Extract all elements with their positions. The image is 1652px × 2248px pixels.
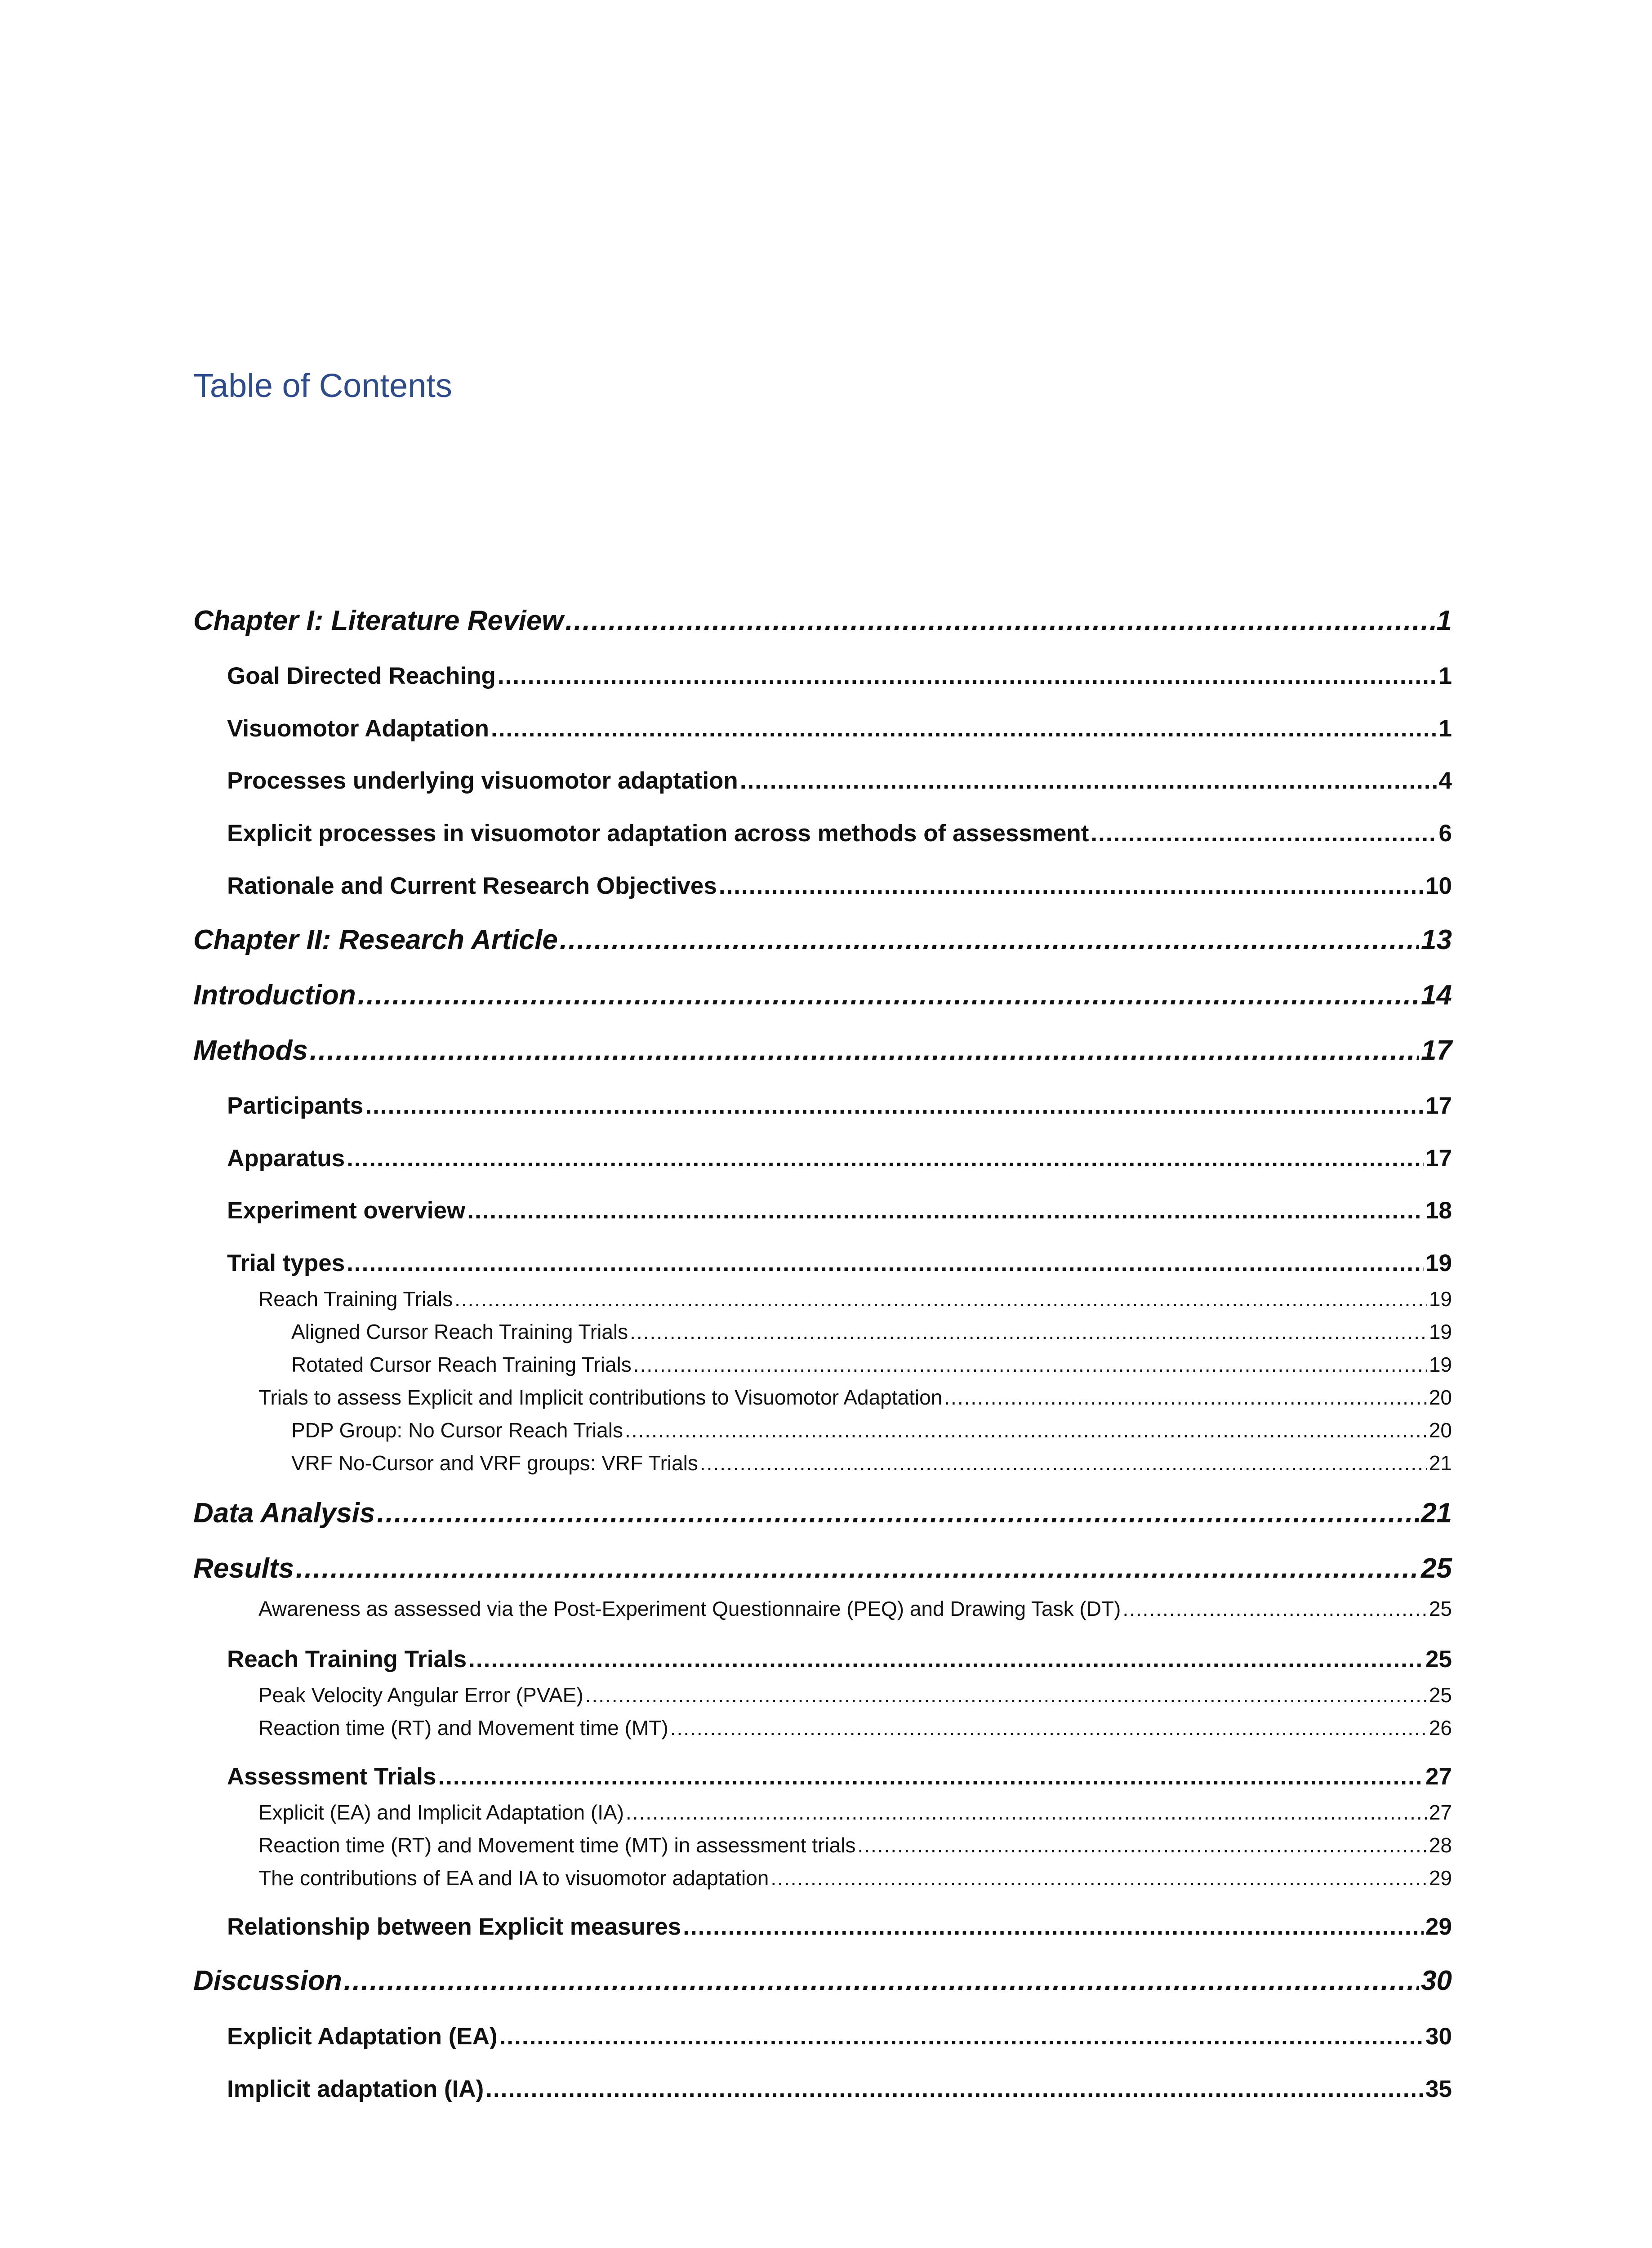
toc-entry-page: 21 <box>1429 1451 1452 1475</box>
toc-entry-label: Chapter II: Research Article <box>193 924 558 955</box>
dot-leader <box>347 1145 1424 1172</box>
toc-entry-data-analysis[interactable] <box>193 1497 1452 1529</box>
toc-entry-pdp-group[interactable] <box>291 1418 1452 1442</box>
toc-entry-introduction[interactable] <box>193 979 1452 1011</box>
toc-entry-label: VRF No-Cursor and VRF groups: VRF Trials <box>291 1451 698 1475</box>
toc-entry-label: Discussion <box>193 1965 342 1996</box>
toc-entry-page: 19 <box>1429 1320 1452 1343</box>
toc-entry-rationale[interactable] <box>227 872 1452 900</box>
toc-entry-explicit-processes[interactable] <box>227 820 1452 847</box>
toc-entry-page: 25 <box>1429 1683 1452 1707</box>
toc-entry-page: 20 <box>1429 1418 1452 1442</box>
toc-entry-rt-mt[interactable] <box>258 1716 1452 1740</box>
toc-entry-trials-to-assess[interactable] <box>258 1385 1452 1409</box>
dot-leader <box>485 2075 1424 2103</box>
dot-leader <box>438 1763 1424 1790</box>
toc-entry-label: The contributions of EA and IA to visuomotor adaptation <box>258 1866 769 1890</box>
dot-leader <box>344 1965 1419 1997</box>
dot-leader <box>585 1683 1427 1707</box>
toc-entry-chapter-1[interactable] <box>193 605 1452 637</box>
toc-entry-label: PDP Group: No Cursor Reach Trials <box>291 1418 623 1442</box>
dot-leader <box>454 1287 1427 1311</box>
dot-leader <box>719 872 1424 900</box>
toc-entry-label: Awareness as assessed via the Post-Experiment Questionnaire (PEQ) and Drawing Task (DT) <box>258 1597 1121 1620</box>
toc-entry-page: 27 <box>1429 1801 1452 1824</box>
dot-leader <box>770 1866 1427 1890</box>
dot-leader <box>683 1913 1424 1940</box>
toc-entry-visuomotor-adaptation[interactable] <box>227 715 1452 742</box>
toc-entry-label: Aligned Cursor Reach Training Trials <box>291 1320 628 1343</box>
toc-entry-page: 19 <box>1429 1287 1452 1311</box>
toc-entry-reach-training-trials-results[interactable] <box>227 1646 1452 1673</box>
toc-entry-assessment-trials[interactable] <box>227 1763 1452 1790</box>
toc-entry-page: 18 <box>1425 1197 1452 1224</box>
toc-entry-label: Explicit processes in visuomotor adaptation across methods of assessment <box>227 820 1089 847</box>
toc-entry-label: Reaction time (RT) and Movement time (MT) <box>258 1716 668 1740</box>
toc-entry-pvae[interactable] <box>258 1683 1452 1707</box>
toc-entry-page: 4 <box>1438 767 1452 794</box>
dot-leader <box>499 2023 1424 2050</box>
toc-entry-page: 20 <box>1429 1386 1452 1409</box>
toc-entry-label: Methods <box>193 1035 308 1066</box>
dot-leader <box>560 924 1419 956</box>
dot-leader <box>467 1197 1424 1224</box>
toc-entry-page: 25 <box>1425 1646 1452 1673</box>
toc-entry-page: 1 <box>1438 715 1452 742</box>
toc-entry-label: Goal Directed Reaching <box>227 663 496 689</box>
toc-entry-reach-training-trials[interactable] <box>258 1287 1452 1311</box>
toc-entry-page: 30 <box>1425 2023 1452 2050</box>
toc-entry-label: Reach Training Trials <box>258 1287 453 1311</box>
toc-entry-label: Implicit adaptation (IA) <box>227 2076 484 2102</box>
dot-leader <box>1122 1597 1427 1621</box>
dot-leader <box>944 1385 1427 1409</box>
toc-entry-label: Introduction <box>193 980 356 1011</box>
toc-entry-label: Trial types <box>227 1250 345 1276</box>
toc-entry-page: 26 <box>1429 1716 1452 1740</box>
toc-entry-label: Explicit Adaptation (EA) <box>227 2023 498 2050</box>
toc-entry-page: 6 <box>1438 820 1452 847</box>
toc-entry-page: 17 <box>1425 1093 1452 1119</box>
dot-leader <box>365 1092 1424 1120</box>
dot-leader <box>377 1497 1419 1529</box>
toc-entry-label: Rationale and Current Research Objectives <box>227 873 717 899</box>
toc-entry-label: Explicit (EA) and Implicit Adaptation (IA) <box>258 1801 624 1824</box>
toc-entry-relationship[interactable] <box>227 1913 1452 1940</box>
toc-title: Table of Contents <box>193 367 452 404</box>
toc-entry-awareness[interactable] <box>258 1597 1452 1621</box>
toc-entry-results[interactable] <box>193 1552 1452 1584</box>
toc-entry-chapter-2[interactable] <box>193 924 1452 956</box>
dot-leader <box>358 979 1419 1011</box>
toc-entry-label: Experiment overview <box>227 1197 466 1224</box>
toc-entry-label: Chapter I: Literature Review <box>193 605 564 636</box>
dot-leader <box>630 1320 1427 1344</box>
toc-entry-implicit-adaptation[interactable] <box>227 2075 1452 2103</box>
toc-entry-label: Participants <box>227 1093 364 1119</box>
toc-entry-label: Visuomotor Adaptation <box>227 715 489 742</box>
dot-leader <box>625 1418 1427 1442</box>
toc-entry-page: 19 <box>1429 1353 1452 1376</box>
toc-entry-page: 21 <box>1421 1498 1452 1529</box>
toc-entry-page: 25 <box>1429 1597 1452 1620</box>
toc-entry-page: 10 <box>1425 873 1452 899</box>
toc-entry-page: 14 <box>1421 980 1452 1011</box>
toc-entry-label: Processes underlying visuomotor adaptation <box>227 767 738 794</box>
toc-entry-label: Rotated Cursor Reach Training Trials <box>291 1353 632 1376</box>
toc-entry-label: Peak Velocity Angular Error (PVAE) <box>258 1683 583 1707</box>
toc-entry-discussion[interactable] <box>193 1965 1452 1997</box>
toc-entry-rotated-cursor[interactable] <box>291 1352 1452 1377</box>
dot-leader <box>1091 820 1437 847</box>
toc-entry-page: 19 <box>1425 1250 1452 1276</box>
dot-leader <box>296 1552 1419 1584</box>
toc-entry-page: 25 <box>1421 1553 1452 1584</box>
toc-entry-page: 17 <box>1421 1035 1452 1066</box>
toc-entry-rt-mt-assessment[interactable] <box>258 1833 1452 1857</box>
toc-entry-label: Relationship between Explicit measures <box>227 1913 681 1940</box>
toc-entry-vrf-groups[interactable] <box>291 1451 1452 1475</box>
toc-entry-apparatus[interactable] <box>227 1145 1452 1172</box>
dot-leader <box>468 1646 1424 1673</box>
toc-entry-contributions[interactable] <box>258 1866 1452 1890</box>
toc-entry-aligned-cursor[interactable] <box>291 1320 1452 1344</box>
dot-leader <box>700 1451 1427 1475</box>
toc-entry-label: Reaction time (RT) and Movement time (MT) in assessment trials <box>258 1833 856 1857</box>
toc-entry-participants[interactable] <box>227 1092 1452 1120</box>
dot-leader <box>498 662 1437 690</box>
toc-entry-page: 28 <box>1429 1833 1452 1857</box>
toc-entry-page: 17 <box>1425 1145 1452 1172</box>
dot-leader <box>633 1352 1427 1377</box>
toc-entry-methods[interactable] <box>193 1035 1452 1066</box>
toc-entry-goal-directed-reaching[interactable] <box>227 662 1452 690</box>
toc-entry-ea-ia[interactable] <box>258 1800 1452 1824</box>
toc-entry-label: Reach Training Trials <box>227 1646 467 1673</box>
toc-entry-label: Trials to assess Explicit and Implicit contributions to Visuomotor Adaptation <box>258 1386 943 1409</box>
toc-entry-explicit-adaptation[interactable] <box>227 2023 1452 2050</box>
dot-leader <box>670 1716 1427 1740</box>
toc-entry-trial-types[interactable] <box>227 1249 1452 1277</box>
toc-entry-processes-underlying[interactable] <box>227 767 1452 794</box>
toc-entry-page: 1 <box>1436 605 1452 636</box>
dot-leader <box>740 767 1437 794</box>
toc-entry-page: 1 <box>1438 663 1452 689</box>
toc-entry-label: Assessment Trials <box>227 1763 436 1790</box>
toc-entry-label: Results <box>193 1553 294 1584</box>
dot-leader <box>626 1800 1427 1824</box>
toc-entry-page: 13 <box>1421 924 1452 955</box>
dot-leader <box>857 1833 1427 1857</box>
toc-entry-page: 35 <box>1425 2076 1452 2102</box>
toc-entry-label: Data Analysis <box>193 1498 375 1529</box>
dot-leader <box>491 715 1437 742</box>
toc-entry-page: 27 <box>1425 1763 1452 1790</box>
toc-entry-page: 29 <box>1425 1913 1452 1940</box>
dot-leader <box>565 605 1434 637</box>
toc-entry-page: 30 <box>1421 1965 1452 1996</box>
toc-entry-page: 29 <box>1429 1866 1452 1890</box>
toc-entry-experiment-overview[interactable] <box>227 1197 1452 1224</box>
dot-leader <box>347 1249 1424 1277</box>
dot-leader <box>310 1035 1419 1066</box>
toc-entry-label: Apparatus <box>227 1145 345 1172</box>
